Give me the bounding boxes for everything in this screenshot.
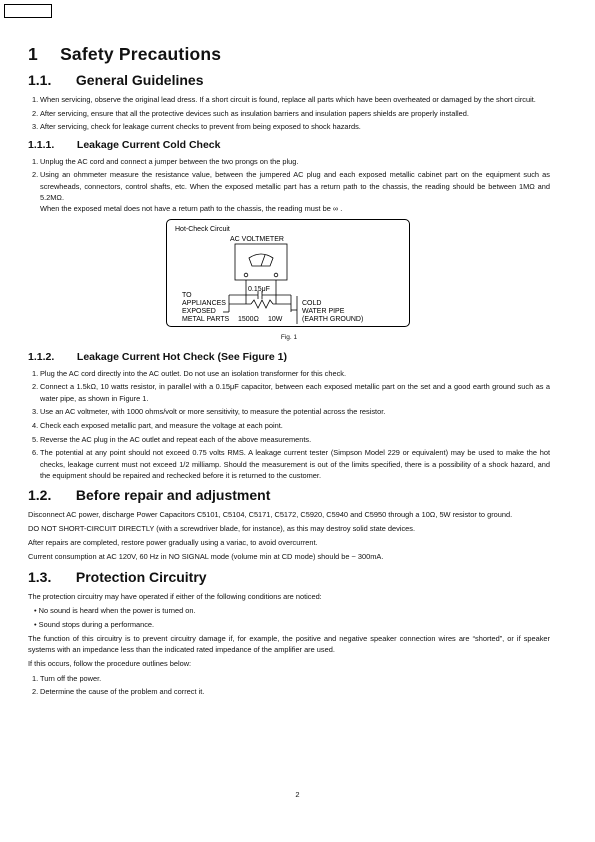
resistor-symbol bbox=[251, 300, 273, 308]
item-text: After servicing, check for leakage current checks to prevent from being exposed to shock hazards. bbox=[40, 122, 361, 132]
wattage-label: 10W bbox=[268, 315, 283, 323]
paragraph: Disconnect AC power, discharge Power Capacitors C5101, C5104, C5171, C5172, C5920, C5940 and C5950 through a 10Ω, 5W resistor to ground. bbox=[28, 510, 513, 520]
item-text-block bbox=[40, 169, 550, 214]
list-item bbox=[28, 94, 550, 105]
section-title: Protection Circuitry bbox=[75, 568, 207, 585]
capacitor-label: 0.15μF bbox=[248, 285, 270, 293]
section-number: 1.1. bbox=[28, 72, 52, 88]
procedure-list bbox=[28, 673, 550, 698]
chapter-number: 1 bbox=[28, 44, 38, 64]
subsection-number: 1.1.1. bbox=[28, 138, 55, 151]
item-number: 1. bbox=[32, 156, 39, 166]
item-number: 2. bbox=[32, 687, 39, 697]
right-label-line-3: (EARTH GROUND) bbox=[302, 315, 364, 323]
section-title: Before repair and adjustment bbox=[75, 487, 271, 504]
item-text: Turn off the power. bbox=[40, 673, 102, 683]
left-label-line-4: METAL PARTS bbox=[182, 315, 230, 323]
right-label-line-1: COLD bbox=[302, 299, 322, 307]
list-item bbox=[28, 447, 550, 481]
list-item bbox=[28, 381, 550, 404]
chapter-title bbox=[28, 44, 550, 65]
subsection-title: Leakage Current Hot Check (See Figure 1) bbox=[76, 350, 287, 363]
item-extra-text: When the exposed metal does not have a return path to the chassis, the reading must be ∞ . bbox=[40, 204, 343, 214]
figure-1 bbox=[28, 219, 550, 345]
item-number: 5. bbox=[32, 434, 39, 444]
hot-check-circuit-diagram bbox=[166, 219, 410, 327]
bullet-item: • Sound stops during a performance. bbox=[34, 619, 155, 629]
item-number: 1. bbox=[32, 673, 39, 683]
left-label-line-1: TO bbox=[182, 291, 192, 299]
subsection-title: Leakage Current Cold Check bbox=[76, 138, 221, 151]
item-text: Determine the cause of the problem and correct it. bbox=[40, 687, 205, 697]
circuit-schematic bbox=[167, 220, 411, 328]
paragraph: DO NOT SHORT-CIRCUIT DIRECTLY (with a screwdriver blade, for instance), as this may destroy solid state devices. bbox=[28, 524, 416, 534]
item-number: 4. bbox=[32, 420, 39, 430]
item-text: Connect a 1.5kΩ, 10 watts resistor, in parallel with a 0.15μF capacitor, between each exposed metallic part on the set and a good earth ground such as a water pipe, as shown in Figure 1. bbox=[40, 382, 550, 403]
item-text: Reverse the AC plug in the AC outlet and repeat each of the above measurements. bbox=[40, 434, 312, 444]
voltmeter-box bbox=[235, 244, 287, 280]
item-number: 1. bbox=[32, 368, 39, 378]
hot-check-list bbox=[28, 368, 550, 482]
meter-dial bbox=[249, 254, 273, 266]
paragraph: Current consumption at AC 120V, 60 Hz in NO SIGNAL mode (volume min at CD mode) should be ~ 300mA. bbox=[28, 552, 384, 562]
subsection-heading-cold-check bbox=[28, 139, 550, 151]
item-text: Unplug the AC cord and connect a jumper between the two prongs on the plug. bbox=[40, 156, 299, 166]
left-label-line-2: APPLIANCES bbox=[182, 299, 226, 307]
list-item bbox=[28, 108, 550, 119]
item-number: 3. bbox=[32, 407, 39, 417]
chapter-title-text: Safety Precautions bbox=[60, 44, 222, 64]
paragraph: After repairs are completed, restore power gradually using a variac, to avoid overcurrent. bbox=[28, 538, 318, 548]
circuit-title: Hot-Check Circuit bbox=[175, 225, 230, 233]
bullet-item: • No sound is heard when the power is turned on. bbox=[34, 605, 196, 615]
meter-terminal-right bbox=[274, 273, 278, 277]
item-number: 1. bbox=[32, 95, 39, 104]
item-text: After servicing, ensure that all the protective devices such as insulation barriers and insulation papers shields are properly installed. bbox=[40, 108, 469, 118]
item-text: Using an ohmmeter measure the resistance value, between the jumpered AC plug and each exposed metallic cabinet part on the equipment such as screwheads, connectors, control shafts, etc. When the exposed metallic part has a return path to the chassis, the reading should be between 1MΩ and 5.2MΩ. bbox=[40, 170, 550, 202]
list-item bbox=[28, 420, 550, 431]
item-text: The potential at any point should not exceed 0.75 volts RMS. A leakage current tester (Simpson Model 229 or equivalent) may be used to make the hot checks, leakage current must not exceed 1/2 milliamp. Should the measurement is out of the limits specified, there is a possibility of a shock hazard, and the equipment should be repaired and rechecked before it is returned to the customer. bbox=[40, 448, 550, 480]
general-guidelines-list bbox=[28, 94, 550, 133]
list-item bbox=[28, 368, 550, 379]
cold-check-list bbox=[28, 156, 550, 215]
paragraph: The function of this circuitry is to prevent circuitry damage if, for example, the positive and negative speaker connection wires are “shorted”, or if speaker systems with an impedance less than the indicated rated impedance of the amplifier are used. bbox=[28, 634, 550, 655]
subsection-number: 1.1.2. bbox=[28, 350, 55, 363]
list-item bbox=[28, 121, 550, 132]
paragraph: If this occurs, follow the procedure outlines below: bbox=[28, 659, 192, 669]
item-number: 6. bbox=[32, 448, 39, 458]
list-item bbox=[28, 156, 550, 167]
item-text: When servicing, observe the original lead dress. If a short circuit is found, replace all parts which have been overheated or damaged by the short circuit. bbox=[40, 95, 536, 104]
section-heading-before-repair bbox=[28, 487, 550, 503]
item-number: 2. bbox=[32, 170, 39, 180]
figure-caption: Fig. 1 bbox=[280, 333, 298, 341]
section-number: 1.2. bbox=[28, 487, 52, 504]
resistor-label: 1500Ω bbox=[238, 315, 259, 323]
header-tab-box bbox=[4, 4, 52, 18]
item-number: 3. bbox=[32, 122, 39, 132]
list-item bbox=[28, 434, 550, 445]
item-text: Plug the AC cord directly into the AC outlet. Do not use an isolation transformer for this check. bbox=[40, 368, 347, 378]
voltmeter-label: AC VOLTMETER bbox=[230, 235, 284, 243]
left-label-line-3: EXPOSED bbox=[182, 307, 216, 315]
list-item bbox=[28, 673, 550, 684]
list-item bbox=[28, 169, 550, 214]
item-number: 2. bbox=[32, 382, 39, 392]
right-label-line-2: WATER PIPE bbox=[302, 307, 345, 315]
list-item bbox=[28, 406, 550, 417]
page-number: 2 bbox=[295, 790, 300, 799]
item-text: Check each exposed metallic part, and measure the voltage at each point. bbox=[40, 420, 283, 430]
meter-terminal-left bbox=[244, 273, 248, 277]
list-item bbox=[28, 686, 550, 697]
section-heading-general-guidelines bbox=[28, 72, 550, 88]
paragraph: The protection circuitry may have operated if either of the following conditions are noticed: bbox=[28, 591, 322, 601]
section-heading-protection-circuitry bbox=[28, 569, 550, 585]
section-number: 1.3. bbox=[28, 568, 52, 585]
page-content bbox=[28, 44, 550, 700]
item-text: Use an AC voltmeter, with 1000 ohms/volt or more sensitivity, to measure the potential across the resistor. bbox=[40, 407, 386, 417]
section-title: General Guidelines bbox=[75, 72, 204, 88]
item-number: 2. bbox=[32, 108, 39, 118]
subsection-heading-hot-check bbox=[28, 351, 550, 363]
